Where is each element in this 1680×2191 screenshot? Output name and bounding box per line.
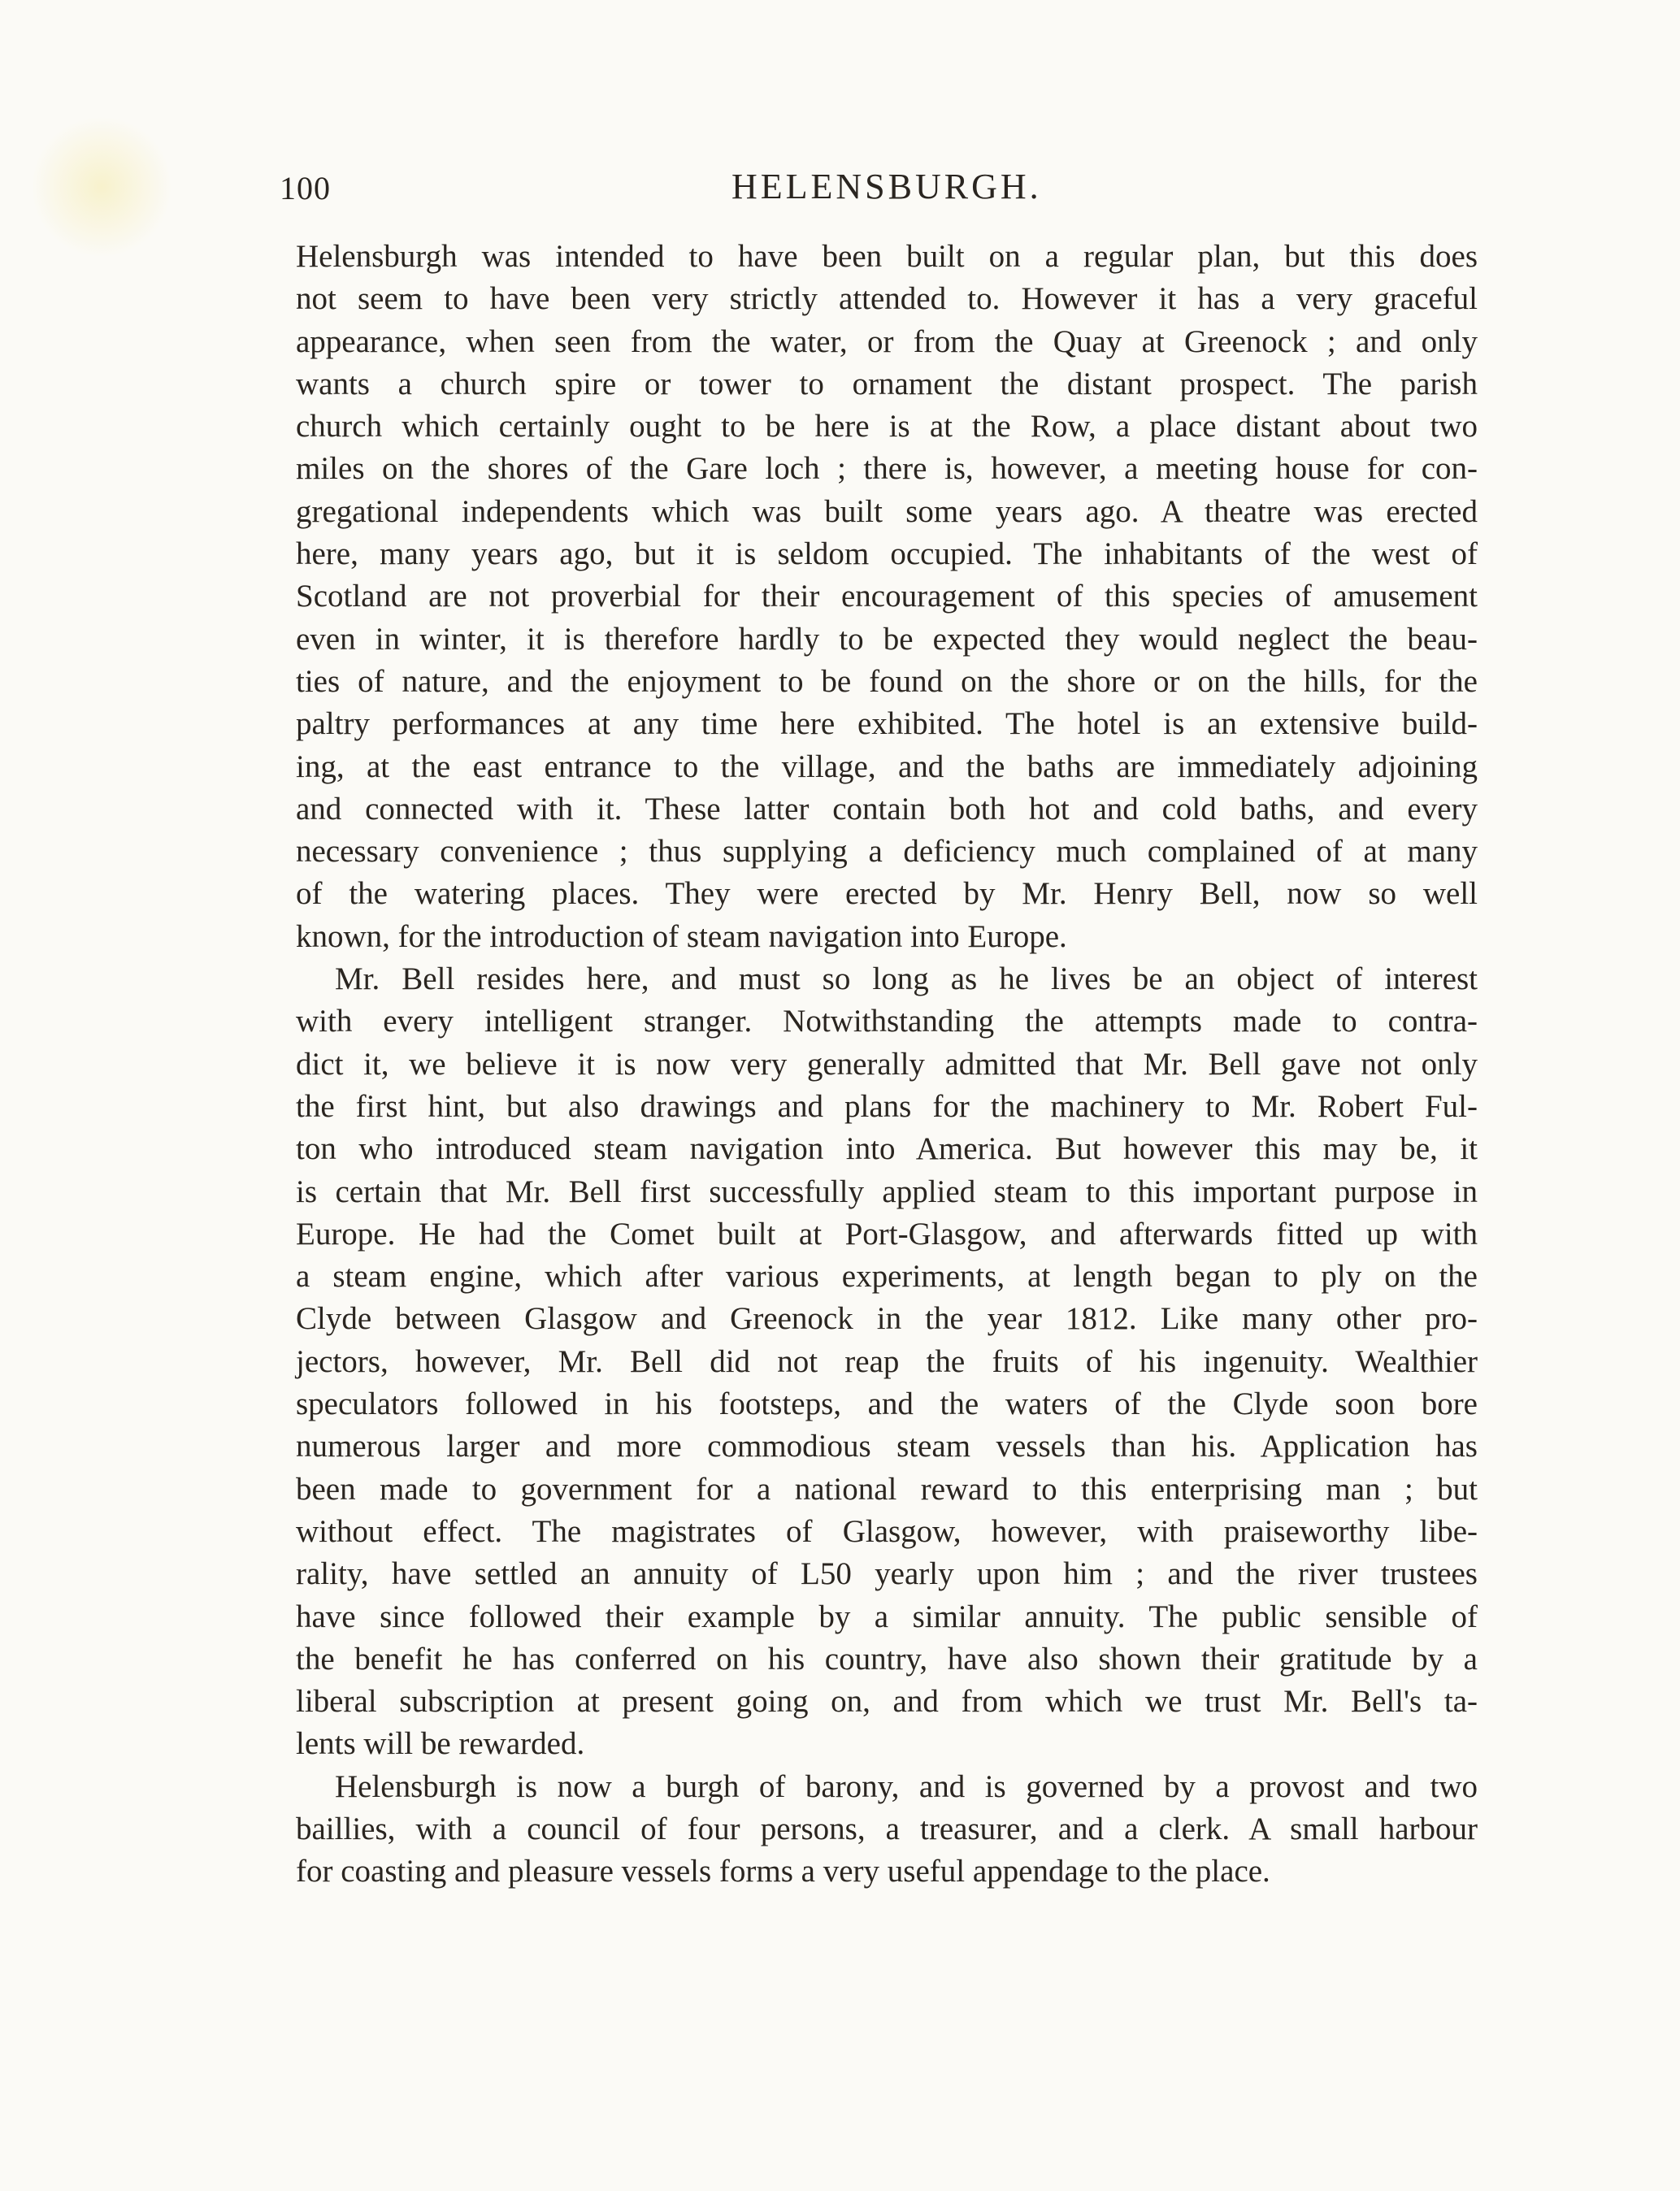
paper-stain: [33, 114, 171, 260]
text-line: church which certainly ought to be here is at the Row, a place distant about two: [296, 409, 1478, 445]
text-line: miles on the shores of the Gare loch ; there is, however, a meeting house for con-: [296, 451, 1478, 487]
text-line: a steam engine, which after various experiments, at length began to ply on the: [296, 1259, 1478, 1295]
text-line: have since followed their example by a similar annuity. The public sensible of: [296, 1599, 1478, 1634]
text-line: for coasting and pleasure vessels forms a very useful appendage to the place.: [296, 1854, 1270, 1889]
text-line: the benefit he has conferred on his country, have also shown their gratitude by a: [296, 1641, 1478, 1677]
running-title: HELENSBURGH.: [731, 167, 1042, 206]
text-line: even in winter, it is therefore hardly to be expected they would neglect the beau-: [296, 621, 1478, 657]
text-line: liberal subscription at present going on, and from which we trust Mr. Bell's ta-: [296, 1684, 1478, 1720]
text-line: dict it, we believe it is now very generally admitted that Mr. Bell gave not only: [296, 1046, 1478, 1082]
text-line: baillies, with a council of four persons, a treasurer, and a clerk. A small harbour: [296, 1811, 1478, 1846]
body-text: [296, 236, 1478, 1894]
text-line: ton who introduced steam navigation into America. But however this may be, it: [296, 1131, 1478, 1167]
paragraph: [296, 1766, 1478, 1894]
text-line: Scotland are not proverbial for their encouragement of this species of amusement: [296, 579, 1478, 614]
text-line: jectors, however, Mr. Bell did not reap the fruits of his ingenuity. Wealthier: [296, 1343, 1478, 1379]
text-line: here, many years ago, but it is seldom occupied. The inhabitants of the west of: [296, 536, 1478, 572]
text-line: Mr. Bell resides here, and must so long as he lives be an object of interest: [335, 961, 1478, 997]
paragraph: [296, 236, 1478, 958]
text-line: without effect. The magistrates of Glasgow, however, with praiseworthy libe-: [296, 1513, 1478, 1549]
text-line: rality, have settled an annuity of L50 yearly upon him ; and the river trustees: [296, 1556, 1478, 1592]
text-line: numerous larger and more commodious steam vessels than his. Application has: [296, 1429, 1478, 1464]
text-line: Europe. He had the Comet built at Port-Glasgow, and afterwards fitted up with: [296, 1216, 1478, 1252]
text-line: not seem to have been very strictly attended to. However it has a very graceful: [296, 281, 1478, 317]
text-line: been made to government for a national reward to this enterprising man ; but: [296, 1471, 1478, 1507]
text-line: necessary convenience ; thus supplying a deficiency much complained of at many: [296, 834, 1478, 870]
paragraph: [296, 958, 1478, 1766]
text-line: the first hint, but also drawings and plans for the machinery to Mr. Robert Ful-: [296, 1088, 1478, 1124]
text-line: Helensburgh was intended to have been built on a regular plan, but this does: [296, 239, 1478, 274]
text-line: appearance, when seen from the water, or from the Quay at Greenock ; and only: [296, 323, 1478, 359]
text-line: with every intelligent stranger. Notwithstanding the attempts made to contra-: [296, 1004, 1478, 1039]
text-line: wants a church spire or tower to ornament the distant prospect. The parish: [296, 366, 1478, 401]
text-line: paltry performances at any time here exhibited. The hotel is an extensive build-: [296, 706, 1478, 742]
text-line: ing, at the east entrance to the village, and the baths are immediately adjoining: [296, 748, 1478, 784]
text-line: Clyde between Glasgow and Greenock in the year 1812. Like many other pro-: [296, 1301, 1478, 1337]
text-line: is certain that Mr. Bell first successfully applied steam to this important purpose in: [296, 1174, 1478, 1209]
text-line: speculators followed in his footsteps, and the waters of the Clyde soon bore: [296, 1386, 1478, 1422]
text-line: ties of nature, and the enjoyment to be found on the shore or on the hills, for the: [296, 663, 1478, 699]
text-line: Helensburgh is now a burgh of barony, and is governed by a provost and two: [335, 1768, 1478, 1804]
page-number: 100: [280, 170, 331, 206]
text-line: gregational independents which was built some years ago. A theatre was erected: [296, 493, 1478, 529]
text-line: known, for the introduction of steam navigation into Europe.: [296, 918, 1067, 954]
text-line: lents will be rewarded.: [296, 1726, 585, 1762]
text-line: of the watering places. They were erected by Mr. Henry Bell, now so well: [296, 876, 1478, 912]
text-line: and connected with it. These latter contain both hot and cold baths, and every: [296, 791, 1478, 827]
